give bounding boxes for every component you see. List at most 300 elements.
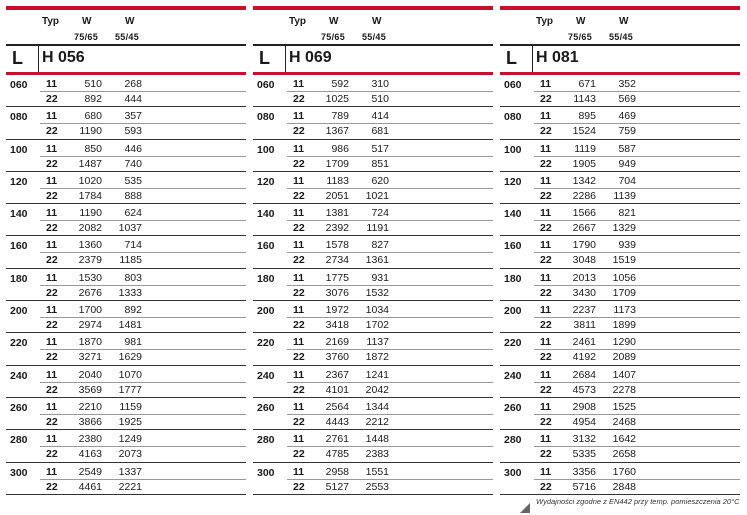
- length-cell: 100: [504, 143, 522, 156]
- table-row: [253, 333, 493, 365]
- output-55-cell: 446: [124, 142, 142, 155]
- output-55-cell: 587: [618, 142, 636, 155]
- output-75-cell: 895: [578, 110, 596, 123]
- length-cell: 060: [257, 79, 275, 91]
- table-row: [253, 463, 493, 495]
- output-75-cell: 4163: [78, 448, 102, 461]
- output-55-cell: 1337: [118, 465, 142, 478]
- type-cell: 22: [540, 157, 552, 170]
- length-cell: 200: [257, 305, 275, 318]
- length-label: L: [506, 48, 517, 68]
- type-cell: 22: [540, 189, 552, 202]
- type-cell: 11: [46, 271, 58, 284]
- output-75-cell: 3048: [572, 254, 596, 267]
- table-row: [253, 204, 493, 236]
- output-55-cell: 681: [371, 125, 389, 138]
- length-cell: 180: [257, 272, 275, 285]
- w2-header: W: [372, 16, 382, 27]
- output-75-cell: 2461: [572, 336, 596, 349]
- type-cell: 22: [293, 448, 305, 461]
- table-row: [500, 301, 740, 333]
- output-55-cell: 1407: [612, 368, 636, 381]
- output-75-cell: 2549: [78, 465, 102, 478]
- divider: [40, 479, 246, 480]
- type-cell: 11: [293, 78, 305, 90]
- table-row: [6, 463, 246, 495]
- output-55-cell: 569: [618, 93, 636, 105]
- model-name: H 056: [42, 49, 85, 66]
- w1-subheader: 75/65: [74, 32, 99, 42]
- output-75-cell: 3132: [572, 433, 596, 446]
- output-55-cell: 620: [371, 174, 389, 187]
- length-cell: 100: [10, 143, 28, 156]
- type-cell: 11: [293, 304, 305, 317]
- output-75-cell: 1025: [325, 93, 349, 105]
- output-55-cell: 1899: [612, 319, 636, 332]
- length-cell: 200: [504, 305, 522, 318]
- w2-subheader: 55/45: [609, 32, 634, 42]
- divider: [534, 188, 740, 189]
- output-55-cell: 414: [371, 110, 389, 123]
- output-55-cell: 1361: [365, 254, 389, 267]
- type-cell: 11: [293, 142, 305, 155]
- type-cell: 22: [46, 286, 58, 299]
- output-55-cell: 1709: [612, 286, 636, 299]
- type-cell: 11: [540, 368, 552, 381]
- divider: [40, 317, 246, 318]
- type-cell: 22: [46, 93, 58, 105]
- type-cell: 11: [540, 433, 552, 446]
- output-75-cell: 789: [331, 110, 349, 123]
- type-cell: 22: [293, 383, 305, 396]
- output-55-cell: 931: [371, 271, 389, 284]
- output-75-cell: 2210: [78, 400, 102, 413]
- type-cell: 22: [540, 480, 552, 493]
- table-row: [500, 140, 740, 172]
- type-cell: 11: [46, 142, 58, 155]
- page-corner-fold-icon: [520, 503, 530, 513]
- output-75-cell: 1119: [574, 142, 596, 155]
- w2-subheader: 55/45: [362, 32, 387, 42]
- output-75-cell: 4573: [572, 383, 596, 396]
- output-75-cell: 2684: [572, 368, 596, 381]
- table-row: [6, 301, 246, 333]
- type-cell: 22: [293, 189, 305, 202]
- output-75-cell: 2082: [78, 222, 102, 235]
- output-55-cell: 593: [124, 125, 142, 138]
- type-cell: 22: [46, 415, 58, 428]
- divider: [534, 156, 740, 157]
- length-cell: 060: [10, 79, 28, 91]
- divider: [287, 91, 493, 92]
- output-75-cell: 671: [578, 78, 596, 90]
- output-75-cell: 1367: [325, 125, 349, 138]
- length-cell: 160: [504, 240, 522, 253]
- divider: [534, 479, 740, 480]
- output-75-cell: 1775: [325, 271, 349, 284]
- output-55-cell: 2848: [612, 480, 636, 493]
- output-75-cell: 2974: [78, 319, 102, 332]
- output-55-cell: 759: [618, 125, 636, 138]
- w1-subheader: 75/65: [568, 32, 593, 42]
- output-75-cell: 510: [84, 78, 102, 90]
- output-55-cell: 892: [124, 304, 142, 317]
- type-cell: 22: [293, 254, 305, 267]
- type-cell: 22: [46, 254, 58, 267]
- output-55-cell: 2073: [118, 448, 142, 461]
- table-row: [500, 463, 740, 495]
- output-75-cell: 2367: [325, 368, 349, 381]
- output-55-cell: 1642: [612, 433, 636, 446]
- type-cell: 11: [46, 207, 58, 220]
- output-75-cell: 5335: [572, 448, 596, 461]
- table-row: [500, 269, 740, 301]
- output-55-cell: 1173: [613, 304, 636, 317]
- table-row: [500, 366, 740, 398]
- table-row: [6, 236, 246, 268]
- type-cell: 22: [46, 222, 58, 235]
- length-cell: 220: [504, 337, 522, 350]
- w2-subheader: 55/45: [115, 32, 140, 42]
- divider: [534, 382, 740, 383]
- table-row: [253, 107, 493, 139]
- output-55-cell: 2553: [365, 480, 389, 493]
- divider: [40, 252, 246, 253]
- type-cell: 22: [293, 222, 305, 235]
- type-cell: 22: [540, 125, 552, 138]
- output-55-cell: 803: [124, 271, 142, 284]
- length-cell: 080: [10, 111, 28, 124]
- output-55-cell: 981: [124, 336, 142, 349]
- divider: [287, 188, 493, 189]
- output-75-cell: 2667: [572, 222, 596, 235]
- footnote: Wydajności zgodne z EN442 przy temp. pomieszczenia 20°C: [536, 497, 740, 506]
- output-55-cell: 2278: [612, 383, 636, 396]
- table-row: [253, 140, 493, 172]
- output-55-cell: 624: [124, 207, 142, 220]
- output-55-cell: 1241: [365, 368, 389, 381]
- length-label: L: [259, 48, 270, 68]
- table-row: [500, 236, 740, 268]
- divider: [287, 349, 493, 350]
- output-55-cell: 2042: [365, 383, 389, 396]
- divider: [534, 91, 740, 92]
- output-75-cell: 1784: [78, 189, 102, 202]
- divider: [534, 349, 740, 350]
- divider: [40, 156, 246, 157]
- output-55-cell: 517: [371, 142, 389, 155]
- length-cell: 260: [10, 401, 28, 414]
- type-cell: 22: [46, 125, 58, 138]
- length-cell: 160: [10, 240, 28, 253]
- type-cell: 22: [293, 319, 305, 332]
- table-row: [6, 430, 246, 462]
- type-cell: 11: [293, 207, 305, 220]
- table-rows: [6, 75, 246, 495]
- output-55-cell: 2221: [118, 480, 142, 493]
- output-75-cell: 1524: [572, 125, 596, 138]
- output-55-cell: 535: [124, 174, 142, 187]
- type-cell: 22: [46, 383, 58, 396]
- length-cell: 260: [504, 401, 522, 414]
- type-cell: 11: [540, 142, 552, 155]
- output-75-cell: 1790: [572, 239, 596, 252]
- type-cell: 22: [540, 383, 552, 396]
- output-55-cell: 827: [371, 239, 389, 252]
- output-55-cell: 1702: [365, 319, 389, 332]
- output-55-cell: 704: [618, 174, 636, 187]
- divider: [287, 252, 493, 253]
- output-75-cell: 3418: [325, 319, 349, 332]
- output-75-cell: 1972: [325, 304, 349, 317]
- output-75-cell: 2013: [572, 271, 596, 284]
- table-row: [500, 107, 740, 139]
- length-cell: 300: [10, 466, 28, 479]
- length-cell: 240: [504, 369, 522, 382]
- output-75-cell: 680: [84, 110, 102, 123]
- length-cell: 280: [257, 434, 275, 447]
- output-55-cell: 888: [124, 189, 142, 202]
- table-row: [500, 333, 740, 365]
- type-cell: 11: [46, 368, 58, 381]
- divider: [40, 414, 246, 415]
- output-55-cell: 740: [124, 157, 142, 170]
- output-75-cell: 2040: [78, 368, 102, 381]
- output-55-cell: 821: [618, 207, 636, 220]
- table-rows: [253, 75, 493, 495]
- w1-header: W: [329, 16, 339, 27]
- divider: [534, 220, 740, 221]
- panel-title-row: [6, 44, 246, 72]
- output-75-cell: 592: [331, 78, 349, 90]
- output-55-cell: 2383: [365, 448, 389, 461]
- output-75-cell: 1190: [79, 125, 102, 138]
- length-cell: 080: [504, 111, 522, 124]
- length-cell: 100: [257, 143, 275, 156]
- output-75-cell: 3760: [325, 351, 349, 364]
- output-75-cell: 3569: [78, 383, 102, 396]
- model-name: H 081: [536, 49, 579, 66]
- w2-header: W: [619, 16, 629, 27]
- table-row: [6, 366, 246, 398]
- type-cell: 22: [540, 222, 552, 235]
- type-cell: 11: [540, 271, 552, 284]
- table-row: [500, 398, 740, 430]
- output-55-cell: 1290: [612, 336, 636, 349]
- type-cell: 22: [293, 351, 305, 364]
- output-55-cell: 1329: [612, 222, 636, 235]
- table-row: [253, 430, 493, 462]
- table-row: [6, 204, 246, 236]
- output-75-cell: 1905: [572, 157, 596, 170]
- length-cell: 240: [257, 369, 275, 382]
- output-75-cell: 1381: [325, 207, 349, 220]
- output-75-cell: 892: [84, 93, 102, 105]
- output-75-cell: 986: [331, 142, 349, 155]
- output-75-cell: 2051: [325, 189, 349, 202]
- output-55-cell: 2468: [612, 415, 636, 428]
- divider: [40, 123, 246, 124]
- panel-title-row: [500, 44, 740, 72]
- output-75-cell: 1566: [572, 207, 596, 220]
- output-55-cell: 1872: [365, 351, 389, 364]
- divider: [40, 188, 246, 189]
- table-row: [253, 269, 493, 301]
- typ-header: Typ: [42, 16, 60, 27]
- output-75-cell: 2564: [325, 400, 349, 413]
- output-55-cell: 1551: [365, 465, 389, 478]
- length-cell: 140: [504, 208, 522, 221]
- type-cell: 11: [540, 465, 552, 478]
- output-55-cell: 949: [618, 157, 636, 170]
- table-panel: [6, 6, 246, 495]
- type-cell: 11: [540, 78, 552, 90]
- column-header: [6, 10, 246, 44]
- panel-title-row: [253, 44, 493, 72]
- table-row: [6, 172, 246, 204]
- output-55-cell: 1185: [119, 254, 142, 267]
- divider: [287, 220, 493, 221]
- divider: [534, 446, 740, 447]
- length-cell: 140: [10, 208, 28, 221]
- w2-header: W: [125, 16, 135, 27]
- divider: [532, 46, 533, 72]
- length-cell: 120: [10, 175, 28, 188]
- divider: [287, 156, 493, 157]
- output-55-cell: 2212: [365, 415, 389, 428]
- output-55-cell: 268: [124, 78, 142, 90]
- output-75-cell: 4101: [325, 383, 349, 396]
- length-cell: 120: [257, 175, 275, 188]
- output-55-cell: 1519: [612, 254, 636, 267]
- table-row: [253, 236, 493, 268]
- output-55-cell: 1629: [118, 351, 142, 364]
- typ-header: Typ: [289, 16, 307, 27]
- type-cell: 22: [46, 351, 58, 364]
- type-cell: 22: [293, 93, 305, 105]
- output-75-cell: 4785: [325, 448, 349, 461]
- table-row: [253, 172, 493, 204]
- length-cell: 060: [504, 79, 522, 91]
- divider: [287, 123, 493, 124]
- output-75-cell: 3076: [325, 286, 349, 299]
- output-75-cell: 1183: [326, 174, 349, 187]
- length-cell: 280: [10, 434, 28, 447]
- type-cell: 11: [46, 336, 58, 349]
- divider: [38, 46, 39, 72]
- table-row: [253, 398, 493, 430]
- w1-header: W: [576, 16, 586, 27]
- divider: [287, 479, 493, 480]
- model-name: H 069: [289, 49, 332, 66]
- type-cell: 11: [293, 465, 305, 478]
- length-cell: 260: [257, 401, 275, 414]
- divider: [287, 414, 493, 415]
- output-75-cell: 5127: [325, 480, 349, 493]
- output-55-cell: 939: [618, 239, 636, 252]
- type-cell: 22: [46, 480, 58, 493]
- type-cell: 11: [540, 239, 552, 252]
- output-55-cell: 1344: [365, 400, 389, 413]
- output-75-cell: 1190: [79, 207, 102, 220]
- divider: [40, 220, 246, 221]
- output-55-cell: 310: [371, 78, 389, 90]
- table-row: [6, 398, 246, 430]
- length-cell: 220: [10, 337, 28, 350]
- table-row: [6, 269, 246, 301]
- output-75-cell: 2908: [572, 400, 596, 413]
- column-header: [253, 10, 493, 44]
- table-row: [6, 140, 246, 172]
- table-row: [500, 430, 740, 462]
- divider: [534, 414, 740, 415]
- divider: [534, 123, 740, 124]
- output-55-cell: 1525: [612, 400, 636, 413]
- output-55-cell: 1137: [366, 336, 389, 349]
- table-row: [500, 204, 740, 236]
- divider: [287, 317, 493, 318]
- type-cell: 11: [540, 304, 552, 317]
- output-55-cell: 357: [124, 110, 142, 123]
- output-55-cell: 1034: [365, 304, 389, 317]
- type-cell: 11: [540, 207, 552, 220]
- output-55-cell: 1070: [118, 368, 142, 381]
- length-cell: 200: [10, 305, 28, 318]
- output-55-cell: 724: [371, 207, 389, 220]
- length-cell: 300: [504, 466, 522, 479]
- type-cell: 11: [46, 174, 58, 187]
- type-cell: 22: [46, 448, 58, 461]
- output-75-cell: 4954: [572, 415, 596, 428]
- type-cell: 11: [540, 336, 552, 349]
- output-75-cell: 1578: [325, 239, 349, 252]
- type-cell: 11: [46, 78, 58, 90]
- divider: [40, 446, 246, 447]
- output-55-cell: 1139: [613, 189, 636, 202]
- column-header: [500, 10, 740, 44]
- type-cell: 22: [293, 415, 305, 428]
- type-cell: 11: [293, 400, 305, 413]
- output-75-cell: 2286: [572, 189, 596, 202]
- output-55-cell: 2658: [612, 448, 636, 461]
- output-75-cell: 3866: [78, 415, 102, 428]
- divider: [534, 317, 740, 318]
- output-55-cell: 851: [371, 157, 389, 170]
- output-75-cell: 2379: [78, 254, 102, 267]
- output-55-cell: 444: [124, 93, 142, 105]
- length-cell: 160: [257, 240, 275, 253]
- length-label: L: [12, 48, 23, 68]
- output-75-cell: 2761: [325, 433, 349, 446]
- length-cell: 300: [257, 466, 275, 479]
- length-cell: 180: [10, 272, 28, 285]
- output-75-cell: 1870: [78, 336, 102, 349]
- output-75-cell: 2676: [78, 286, 102, 299]
- output-55-cell: 469: [618, 110, 636, 123]
- output-55-cell: 1021: [365, 189, 389, 202]
- output-55-cell: 1777: [118, 383, 142, 396]
- output-55-cell: 1249: [118, 433, 142, 446]
- divider: [287, 285, 493, 286]
- type-cell: 22: [46, 189, 58, 202]
- divider: [285, 46, 286, 72]
- output-75-cell: 1020: [78, 174, 102, 187]
- length-cell: 220: [257, 337, 275, 350]
- output-75-cell: 1530: [78, 271, 102, 284]
- table-panel: [500, 6, 740, 495]
- output-55-cell: 714: [124, 239, 142, 252]
- output-55-cell: 1159: [119, 400, 142, 413]
